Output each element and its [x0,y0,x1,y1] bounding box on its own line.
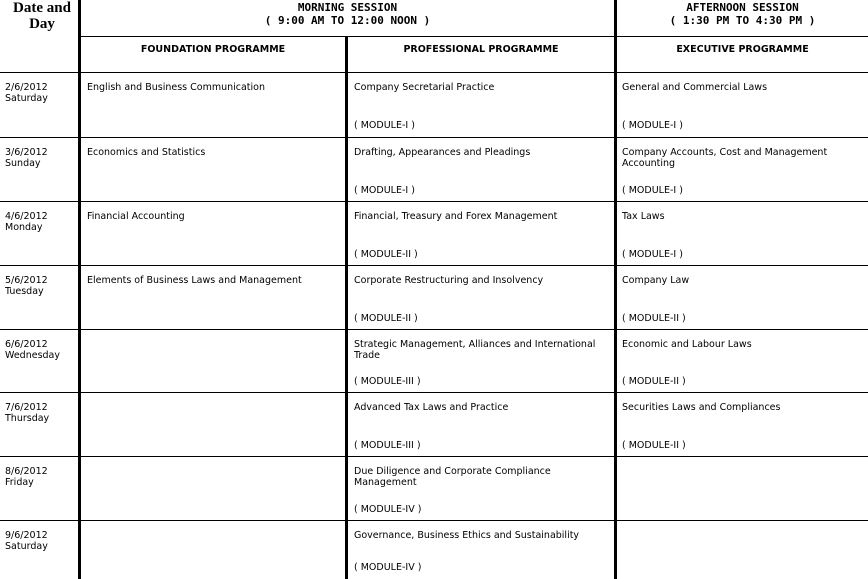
executive-module: ( MODULE-II ) [622,313,686,324]
row-day: Monday [5,222,43,233]
professional-paper: Company Secretarial Practice [354,82,495,93]
row-day: Sunday [5,158,41,169]
row-date: 4/6/2012 [5,211,48,222]
row-day: Saturday [5,541,48,552]
row-date: 8/6/2012 [5,466,48,477]
row-day: Saturday [5,93,48,104]
row-day: Wednesday [5,350,61,361]
professional-module: ( MODULE-IV ) [354,562,422,573]
foundation-paper: Financial Accounting [87,211,185,222]
row-divider [0,201,868,202]
divider-date [78,0,81,579]
row-date: 6/6/2012 [5,339,48,350]
executive-module: ( MODULE-I ) [622,120,683,131]
divider-header-bottom [0,72,868,73]
executive-module: ( MODULE-II ) [622,440,686,451]
foundation-paper: Economics and Statistics [87,147,206,158]
morning-session-title: MORNING SESSION [297,1,398,14]
divider-session [614,0,617,579]
professional-module: ( MODULE-II ) [354,313,418,324]
row-date: 3/6/2012 [5,147,48,158]
professional-module: ( MODULE-III ) [354,376,421,387]
morning-session-header [81,1,614,27]
professional-module: ( MODULE-IV ) [354,504,422,515]
morning-session-time: ( 9:00 AM TO 12:00 NOON ) [264,14,431,27]
professional-paper: Financial, Treasury and Forex Management [354,211,558,222]
divider-header-mid [81,36,868,37]
executive-paper: Company Accounts, Cost and Management Accounting [622,147,828,169]
row-divider [0,456,868,457]
professional-module: ( MODULE-II ) [354,249,418,260]
row-day: Friday [5,477,34,488]
afternoon-session-header [617,1,868,27]
row-day: Tuesday [5,286,44,297]
foundation-header: FOUNDATION PROGRAMME [140,44,286,55]
row-divider [0,265,868,266]
professional-header: PROFESSIONAL PROGRAMME [403,44,559,55]
professional-paper: Advanced Tax Laws and Practice [354,402,509,413]
professional-paper: Strategic Management, Alliances and International Trade [354,339,596,361]
professional-paper: Corporate Restructuring and Insolvency [354,275,544,286]
divider-foundation [345,36,348,579]
row-divider [0,329,868,330]
executive-paper: Company Law [622,275,690,286]
executive-paper: Economic and Labour Laws [622,339,752,350]
foundation-paper: English and Business Communication [87,82,266,93]
foundation-paper: Elements of Business Laws and Management [87,275,302,286]
row-date: 2/6/2012 [5,82,48,93]
professional-module: ( MODULE-I ) [354,185,415,196]
row-divider [0,137,868,138]
professional-paper: Governance, Business Ethics and Sustainability [354,530,580,541]
professional-module: ( MODULE-III ) [354,440,421,451]
executive-paper: Tax Laws [622,211,665,222]
row-date: 5/6/2012 [5,275,48,286]
row-divider [0,392,868,393]
afternoon-session-title: AFTERNOON SESSION [686,1,799,14]
row-date: 9/6/2012 [5,530,48,541]
professional-paper: Due Diligence and Corporate Compliance Management [354,466,551,488]
executive-paper: General and Commercial Laws [622,82,768,93]
row-divider [0,520,868,521]
afternoon-session-time: ( 1:30 PM TO 4:30 PM ) [669,14,816,27]
executive-header: EXECUTIVE PROGRAMME [676,44,809,55]
executive-module: ( MODULE-I ) [622,249,683,260]
executive-module: ( MODULE-I ) [622,185,683,196]
executive-module: ( MODULE-II ) [622,376,686,387]
professional-paper: Drafting, Appearances and Pleadings [354,147,531,158]
row-day: Thursday [5,413,50,424]
professional-module: ( MODULE-I ) [354,120,415,131]
row-date: 7/6/2012 [5,402,48,413]
executive-paper: Securities Laws and Compliances [622,402,781,413]
date-day-header: Date and Day [13,0,71,32]
